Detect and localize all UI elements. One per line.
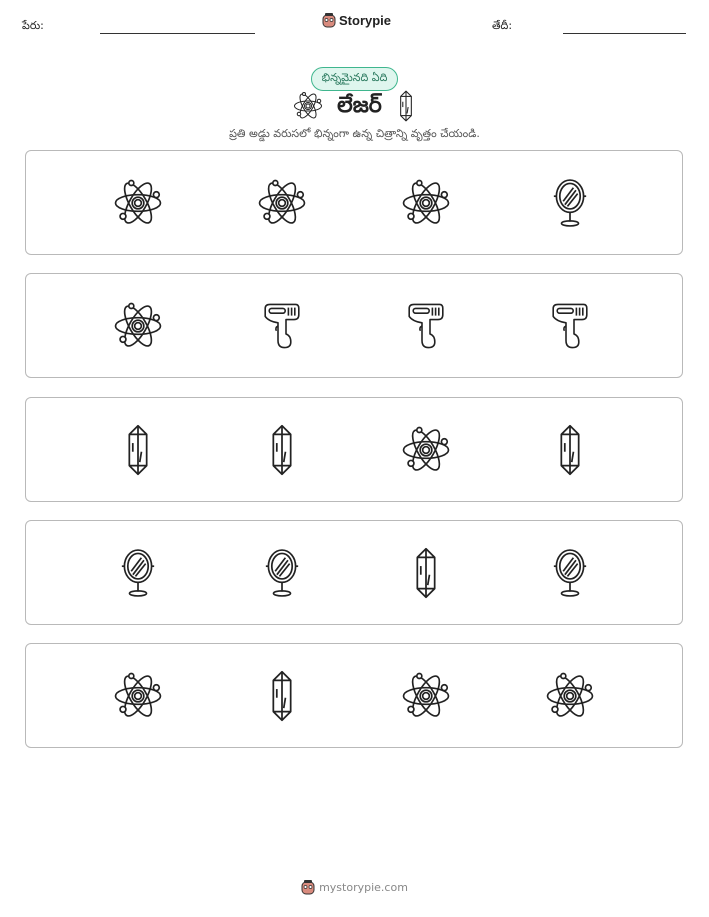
mirror-icon[interactable] <box>535 538 605 608</box>
scanner-icon[interactable] <box>391 291 461 361</box>
title-row <box>0 90 709 126</box>
crystal-icon[interactable] <box>535 415 605 485</box>
atom-icon[interactable] <box>247 168 317 238</box>
row-4 <box>25 520 683 625</box>
title-badge-wrap <box>0 66 709 91</box>
title-badge: భిన్నమైనది ఏది <box>311 67 399 91</box>
mirror-icon[interactable] <box>103 538 173 608</box>
scanner-icon[interactable] <box>535 291 605 361</box>
crystal-icon[interactable] <box>247 661 317 731</box>
date-label: తేదీ: <box>492 19 513 32</box>
footer-site: mystorypie.com <box>319 880 408 894</box>
atom-icon[interactable] <box>391 168 461 238</box>
row-1 <box>25 150 683 255</box>
mirror-icon[interactable] <box>535 168 605 238</box>
row-5 <box>25 643 683 748</box>
name-label: పేరు: <box>22 19 44 32</box>
atom-icon[interactable] <box>391 661 461 731</box>
footer <box>0 879 709 895</box>
title-crystal-icon <box>396 90 416 126</box>
crystal-icon[interactable] <box>247 415 317 485</box>
name-line[interactable] <box>100 33 255 34</box>
atom-icon[interactable] <box>391 415 461 485</box>
scanner-icon[interactable] <box>247 291 317 361</box>
row-2 <box>25 273 683 378</box>
atom-icon[interactable] <box>103 168 173 238</box>
storypie-mascot-icon <box>322 12 336 28</box>
atom-icon[interactable] <box>103 661 173 731</box>
date-line[interactable] <box>563 33 686 34</box>
footer-mascot-icon <box>301 879 315 895</box>
row-3 <box>25 397 683 502</box>
storypie-logo <box>322 12 391 28</box>
atom-icon[interactable] <box>535 661 605 731</box>
mirror-icon[interactable] <box>247 538 317 608</box>
title-atom-icon <box>293 91 323 125</box>
page-title: లేజర్ <box>337 93 382 118</box>
instruction-text: ప్రతి అడ్డు వరుసలో భిన్నంగా ఉన్న చిత్రాన్ని వృత్తం చేయండి. <box>229 127 480 140</box>
atom-icon[interactable] <box>103 291 173 361</box>
crystal-icon[interactable] <box>103 415 173 485</box>
crystal-icon[interactable] <box>391 538 461 608</box>
worksheet-header <box>0 0 709 50</box>
logo-text: Storypie <box>339 12 392 28</box>
